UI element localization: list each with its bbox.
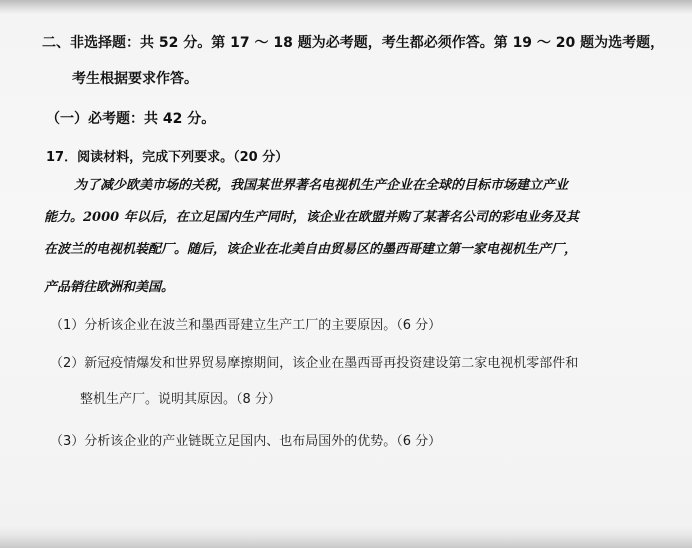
sub-question-3: （3）分析该企业的产业链既立足国内、也布局国外的优势。（6 分） [50,434,442,449]
sub-question-2-line-2: 整机生产厂。说明其原因。（8 分） [80,392,281,407]
question-17-header: 17．阅读材料，完成下列要求。（20 分） [46,150,289,165]
material-line-1: 为了减少欧美市场的关税，我国某世界著名电视机生产企业在全球的目标市场建立产业 [74,178,569,193]
material-line-3: 在波兰的电视机装配厂。随后，该企业在北美自由贸易区的墨西哥建立第一家电视机生产厂， [44,242,578,257]
material-line-2: 能力。2000 年以后，在立足国内生产同时，该企业在欧盟并购了某著名公司的彩电业务及其 [44,210,579,225]
subsection-title: （一）必考题：共 42 分。 [46,111,216,127]
section-heading-line-2: 考生根据要求作答。 [72,71,198,87]
sub-question-2-line-1: （2）新冠疫情爆发和世界贸易摩擦期间，该企业在墨西哥再投资建设第二家电视机零部件和 [50,356,579,371]
sub-question-1: （1）分析该企业在波兰和墨西哥建立生产工厂的主要原因。（6 分） [50,318,442,333]
section-heading-line-1: 二、非选择题：共 52 分。第 17 ～ 18 题为必考题，考生都必须作答。第 19 ～ 20 题为选考题， [42,35,665,51]
material-line-4: 产品销往欧洲和美国。 [44,280,175,295]
